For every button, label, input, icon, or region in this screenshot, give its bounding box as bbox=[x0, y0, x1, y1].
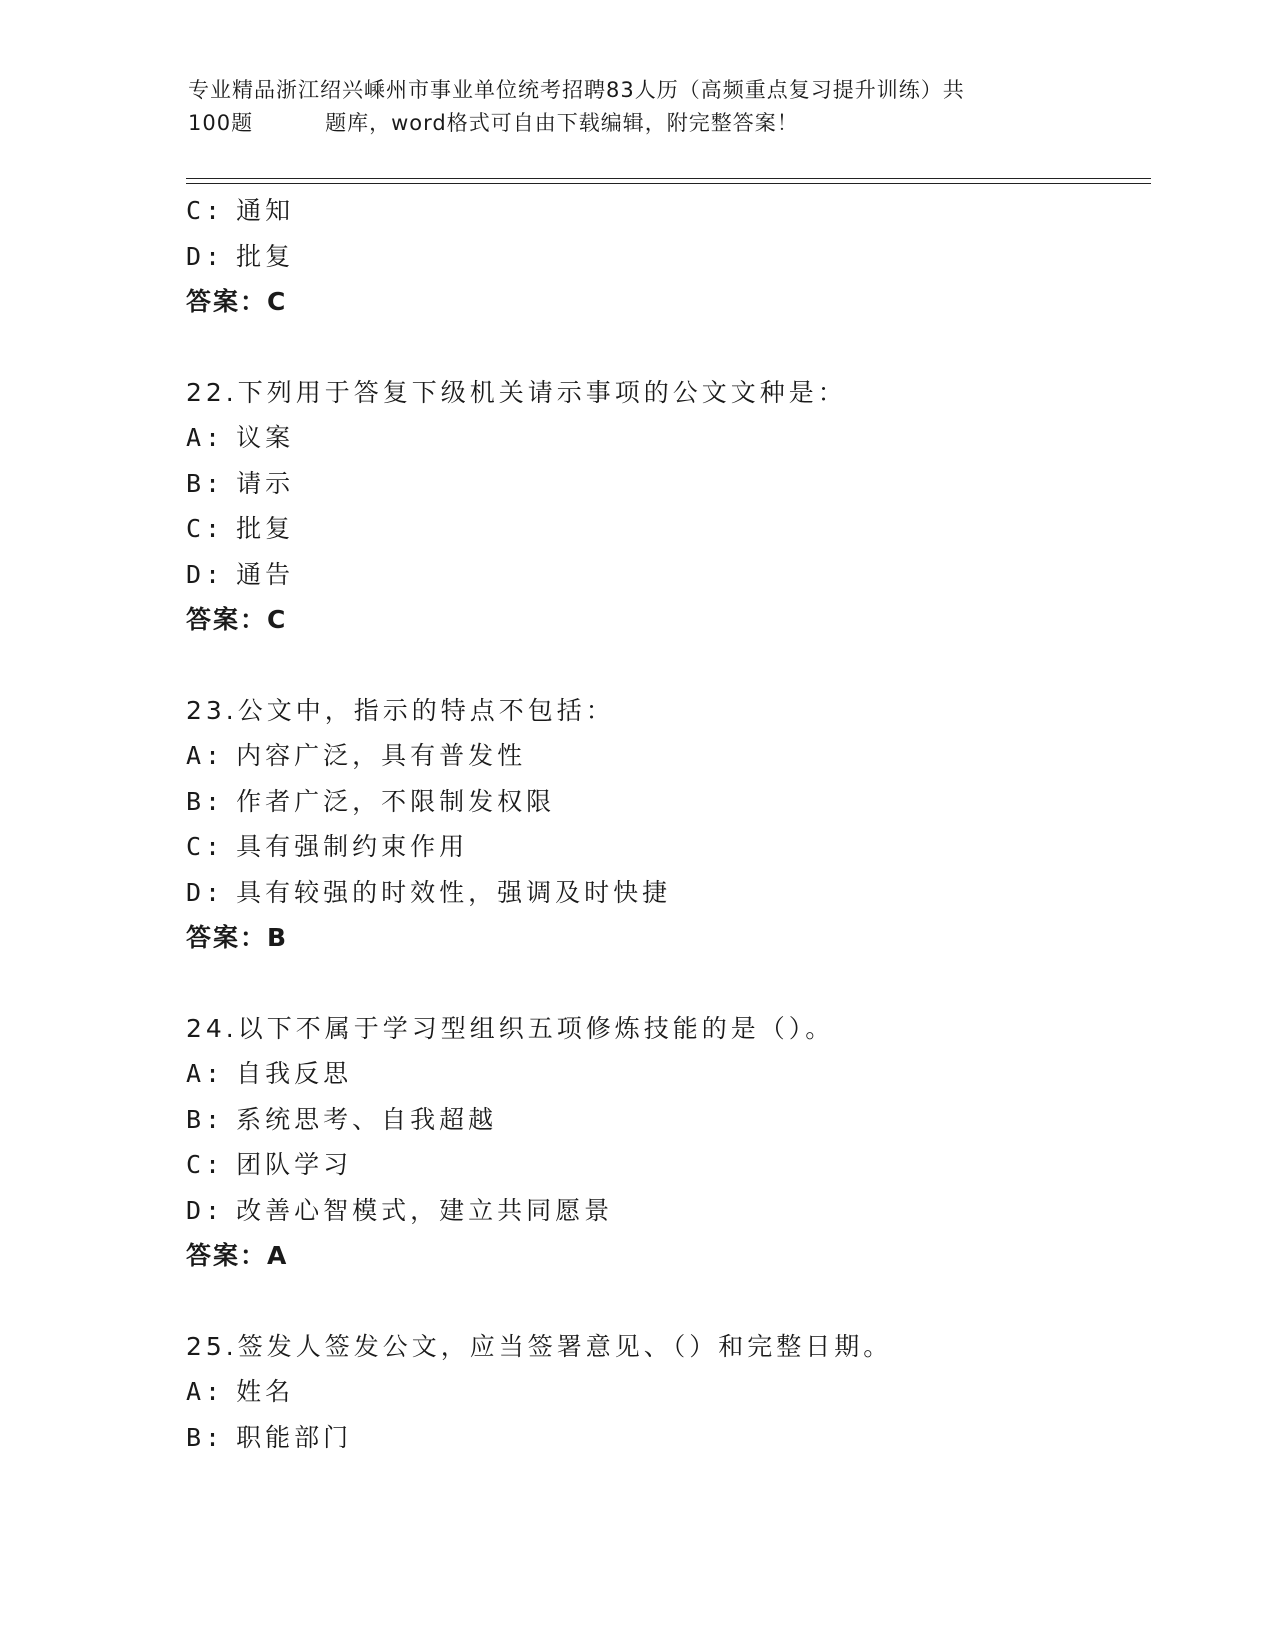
option-line bbox=[186, 461, 1146, 507]
option-letter: A: bbox=[186, 423, 225, 452]
question-list bbox=[186, 188, 1146, 1460]
header-description: 题库，word格式可自由下载编辑，附完整答案！ bbox=[325, 111, 799, 135]
answer-line: 答案：C bbox=[186, 287, 288, 316]
option-text: 议案 bbox=[236, 423, 295, 452]
header-divider-top bbox=[186, 178, 1151, 179]
option-letter: A: bbox=[186, 1377, 225, 1406]
option-line bbox=[186, 1188, 1146, 1234]
option-line bbox=[186, 824, 1146, 870]
option-letter: A: bbox=[186, 741, 225, 770]
option-line bbox=[186, 415, 1146, 461]
question-stem: 23.公文中，指示的特点不包括： bbox=[186, 695, 615, 725]
question-block bbox=[186, 1006, 1146, 1279]
option-text: 批复 bbox=[236, 514, 295, 543]
option-line bbox=[186, 1051, 1146, 1097]
header-question-count: 100题 bbox=[188, 111, 254, 135]
answer-line: 答案：B bbox=[186, 923, 289, 952]
option-line bbox=[186, 1369, 1146, 1415]
option-line bbox=[186, 1142, 1146, 1188]
option-text: 作者广泛，不限制发权限 bbox=[236, 786, 556, 816]
question-block bbox=[186, 370, 1146, 643]
option-line bbox=[186, 234, 1146, 280]
option-text: 姓名 bbox=[236, 1377, 295, 1406]
option-text: 请示 bbox=[236, 468, 295, 498]
option-text: 职能部门 bbox=[236, 1422, 353, 1452]
question-block bbox=[186, 688, 1146, 961]
option-line bbox=[186, 779, 1146, 825]
answer-line: 答案：A bbox=[186, 1241, 289, 1270]
option-line bbox=[186, 506, 1146, 552]
option-letter: B: bbox=[186, 786, 225, 816]
option-text: 具有较强的时效性，强调及时快捷 bbox=[236, 877, 672, 907]
question-fragment bbox=[186, 188, 1146, 325]
option-text: 通知 bbox=[236, 196, 295, 225]
header-title-line1: 专业精品浙江绍兴嵊州市事业单位统考招聘83人历（高频重点复习提升训练）共 bbox=[188, 78, 965, 102]
header-title-line2 bbox=[188, 107, 1088, 140]
option-letter: A: bbox=[186, 1059, 225, 1088]
question-block bbox=[186, 1324, 1146, 1461]
option-letter: D: bbox=[186, 559, 225, 589]
option-line bbox=[186, 188, 1146, 234]
option-text: 通告 bbox=[236, 559, 295, 589]
option-letter: D: bbox=[186, 241, 225, 271]
option-letter: D: bbox=[186, 1195, 225, 1225]
option-text: 具有强制约束作用 bbox=[236, 832, 469, 861]
header-divider-bottom bbox=[186, 183, 1151, 184]
option-line bbox=[186, 870, 1146, 916]
option-letter: B: bbox=[186, 1104, 225, 1134]
option-text: 内容广泛，具有普发性 bbox=[236, 741, 527, 770]
question-stem: 25.签发人签发公文，应当签署意见、（）和完整日期。 bbox=[186, 1331, 893, 1361]
option-letter: C: bbox=[186, 1150, 225, 1179]
option-line bbox=[186, 1415, 1146, 1461]
option-letter: C: bbox=[186, 832, 225, 861]
option-text: 团队学习 bbox=[236, 1150, 353, 1179]
option-text: 改善心智模式，建立共同愿景 bbox=[236, 1195, 614, 1225]
option-line bbox=[186, 1097, 1146, 1143]
option-letter: B: bbox=[186, 468, 225, 498]
option-letter: D: bbox=[186, 877, 225, 907]
option-letter: C: bbox=[186, 514, 225, 543]
option-line bbox=[186, 552, 1146, 598]
answer-line: 答案：C bbox=[186, 605, 288, 634]
question-stem: 24.以下不属于学习型组织五项修炼技能的是（）。 bbox=[186, 1013, 835, 1043]
option-letter: B: bbox=[186, 1422, 225, 1452]
option-letter: C: bbox=[186, 196, 225, 225]
option-text: 系统思考、自我超越 bbox=[236, 1104, 498, 1134]
option-text: 自我反思 bbox=[236, 1059, 353, 1088]
option-line bbox=[186, 733, 1146, 779]
page-header bbox=[188, 74, 1088, 140]
question-stem: 22.下列用于答复下级机关请示事项的公文文种是： bbox=[186, 377, 847, 407]
option-text: 批复 bbox=[236, 241, 295, 271]
